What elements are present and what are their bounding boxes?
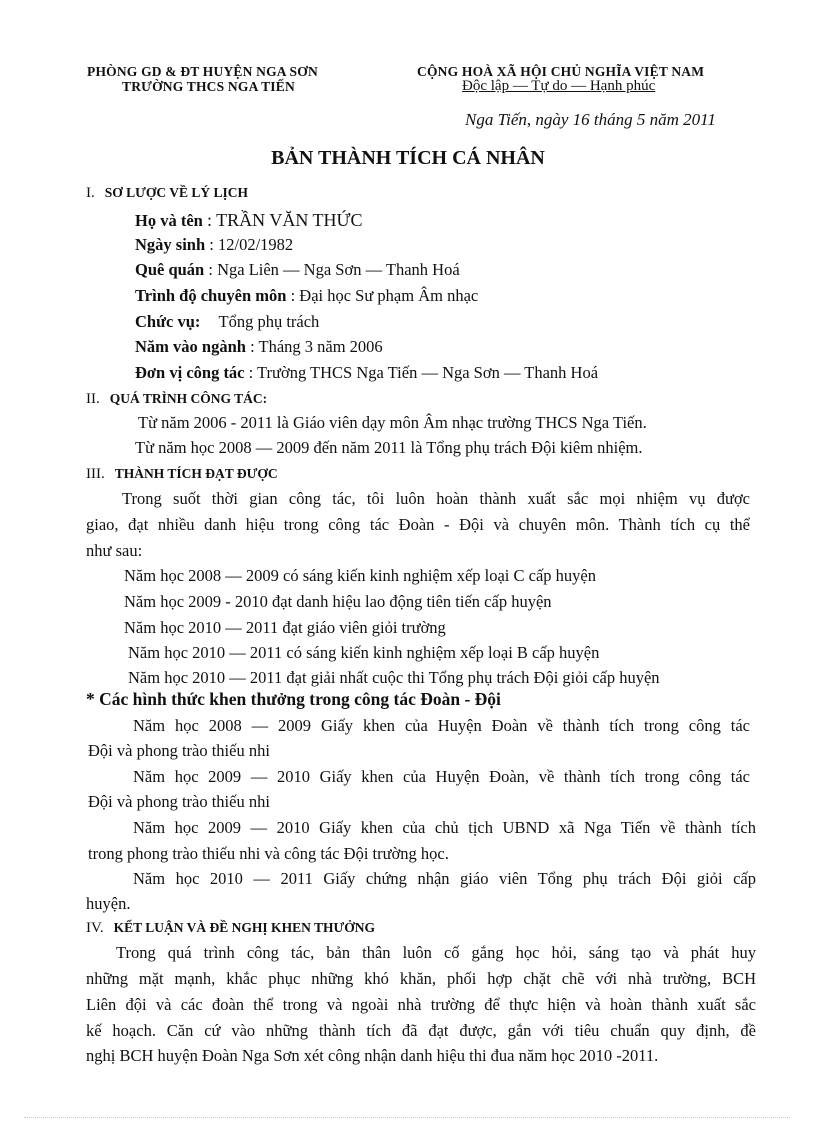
school-name: TRƯỜNG THCS NGA TIẾN (122, 79, 295, 94)
intro-paragraph-line: như sau: (86, 541, 143, 560)
award-line: trong phong trào thiếu nhi và công tác Đội trường học. (88, 844, 449, 863)
field-qualification (135, 286, 478, 306)
field-workplace (135, 363, 598, 383)
section-title: KẾT LUẬN VÀ ĐỀ NGHỊ KHEN THƯỞNG (113, 920, 375, 935)
achievement-item: Năm học 2010 — 2011 đạt giải nhất cuộc thi Tổng phụ trách Đội giỏi cấp huyện (128, 668, 660, 687)
field-label: Đơn vị công tác (135, 363, 245, 382)
field-value: : Đại học Sư phạm Âm nhạc (290, 286, 479, 305)
field-label: Năm vào ngành (135, 337, 246, 356)
field-start-year (135, 337, 383, 357)
award-line: Đội và phong trào thiếu nhi (88, 792, 270, 811)
achievement-item: Năm học 2010 — 2011 có sáng kiến kinh nghiệm xếp loại B cấp huyện (128, 643, 600, 662)
section-title: THÀNH TÍCH ĐẠT ĐƯỢC (114, 466, 278, 481)
section-4-heading (86, 919, 375, 937)
field-hometown (135, 260, 460, 280)
section-number: III. (86, 466, 105, 482)
section-number: IV. (86, 920, 104, 936)
section-title: SƠ LƯỢC VỀ LÝ LỊCH (104, 185, 249, 200)
date-line: Nga Tiến, ngày 16 tháng 5 năm 2011 (465, 110, 716, 129)
award-line: huyện. (86, 894, 131, 913)
page-bottom-divider (24, 1117, 790, 1118)
field-value: : Tháng 3 năm 2006 (250, 337, 383, 356)
field-birth-date (135, 235, 293, 255)
work-history-line: Từ năm học 2008 — 2009 đến năm 2011 là Tổng phụ trách Đội kiêm nhiệm. (135, 438, 643, 457)
achievement-item: Năm học 2008 — 2009 có sáng kiến kinh nghiệm xếp loại C cấp huyện (124, 566, 596, 585)
field-value: : Trường THCS Nga Tiến — Nga Sơn — Thanh Hoá (248, 363, 599, 382)
work-history-line: Từ năm 2006 - 2011 là Giáo viên dạy môn Âm nhạc trường THCS Nga Tiến. (138, 413, 647, 432)
field-label: Quê quán (135, 260, 205, 279)
field-value: Tổng phụ trách (218, 312, 320, 331)
section-title: QUÁ TRÌNH CÔNG TÁC: (109, 391, 268, 406)
award-line: Năm học 2010 — 2011 Giấy chứng nhận giáo viên Tổng phụ trách Đội giỏi cấp (133, 869, 756, 888)
awards-subheading: * Các hình thức khen thưởng trong công tác Đoàn - Đội (86, 689, 501, 709)
field-label: Chức vụ: (135, 312, 201, 331)
intro-paragraph-line: Trong suốt thời gian công tác, tôi luôn hoàn thành xuất sắc mọi nhiệm vụ được (122, 489, 750, 508)
field-position (135, 312, 319, 332)
section-number: I. (86, 185, 95, 201)
field-label: Trình độ chuyên môn (135, 286, 287, 305)
conclusion-line: những mặt mạnh, khắc phục những khó khăn, phối hợp chặt chẽ với nhà trường, BCH (86, 969, 756, 988)
field-label: Họ và tên (135, 211, 203, 230)
department-name: PHÒNG GD & ĐT HUYỆN NGA SƠN (87, 64, 318, 79)
field-full-name (135, 210, 362, 231)
field-value: : TRẦN VĂN THỨC (206, 210, 363, 230)
award-line: Năm học 2008 — 2009 Giấy khen của Huyện Đoàn về thành tích trong công tác (133, 716, 750, 735)
award-line: Năm học 2009 — 2010 Giấy khen của Huyện Đoàn, về thành tích trong công tác (133, 767, 750, 786)
conclusion-line: kế hoạch. Căn cứ vào những thành tích đã đạt được, gắn với tiêu chuẩn quy định, đề (86, 1021, 756, 1040)
field-value: : 12/02/1982 (209, 235, 294, 254)
field-label: Ngày sinh (135, 235, 206, 254)
conclusion-line: Liên đội và các đoàn thể trong và ngoài nhà trường để thực hiện và hoàn thành xuất sắc (86, 995, 756, 1014)
document-title: BẢN THÀNH TÍCH CÁ NHÂN (271, 147, 545, 169)
republic-name: CỘNG HOÀ XÃ HỘI CHỦ NGHĨA VIỆT NAM (417, 64, 705, 79)
achievement-item: Năm học 2009 - 2010 đạt danh hiệu lao động tiên tiến cấp huyện (124, 592, 552, 611)
conclusion-line: nghị BCH huyện Đoàn Nga Sơn xét công nhận danh hiệu thi đua năm học 2010 -2011. (86, 1046, 659, 1065)
intro-paragraph-line: giao, đạt nhiều danh hiệu trong công tác Đoàn - Đội và chuyên môn. Thành tích cụ thể (86, 515, 750, 534)
section-2-heading (86, 390, 267, 408)
field-value: : Nga Liên — Nga Sơn — Thanh Hoá (208, 260, 460, 279)
national-motto: Độc lập — Tự do — Hạnh phúc (462, 78, 656, 94)
achievement-item: Năm học 2010 — 2011 đạt giáo viên giỏi trường (124, 618, 446, 637)
section-1-heading (86, 184, 248, 202)
award-line: Đội và phong trào thiếu nhi (88, 741, 270, 760)
award-line: Năm học 2009 — 2010 Giấy khen của chủ tịch UBND xã Nga Tiến về thành tích (133, 818, 756, 837)
section-3-heading (86, 465, 278, 483)
section-number: II. (86, 391, 100, 407)
conclusion-line: Trong quá trình công tác, bản thân luôn cố gắng học hỏi, sáng tạo và phát huy (116, 943, 756, 962)
